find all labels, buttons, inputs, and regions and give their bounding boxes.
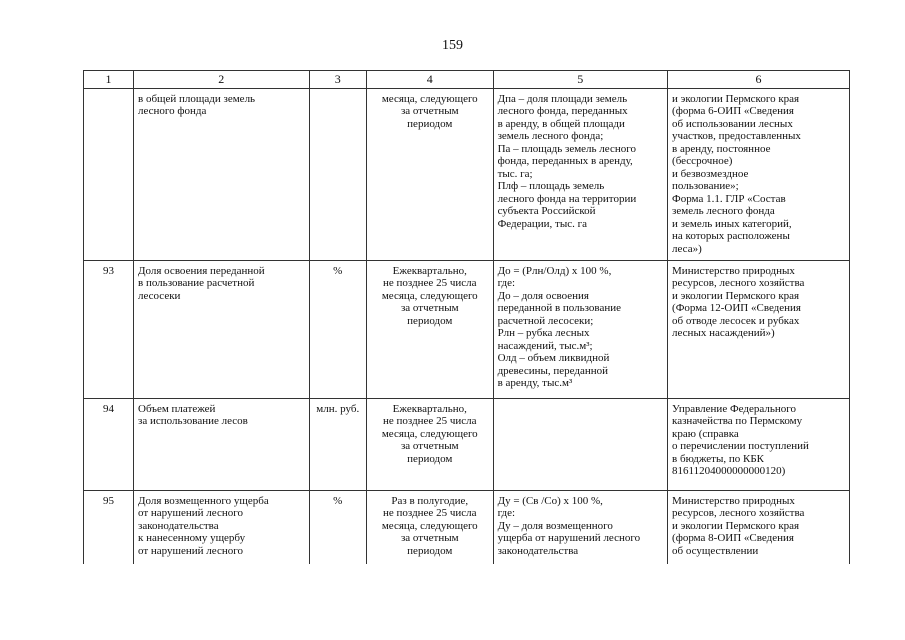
unit: млн. руб. xyxy=(309,398,366,490)
indicator-name: Объем платежей за использование лесов xyxy=(134,398,310,490)
column-number-row xyxy=(84,71,850,89)
formula: Дпа – доля площади земель лесного фонда, переданных в аренду, в общей площади земель лесного фонда; Па – площадь земель лесного фонда, переданных в аренду, тыс. га; Плф – площадь земель лесного фонда на территории субъекта Российской Федерации, тыс. га xyxy=(493,88,667,260)
column-header: 6 xyxy=(668,71,850,89)
row-number: 94 xyxy=(84,398,134,490)
column-header: 3 xyxy=(309,71,366,89)
formula: До = (Рлн/Олд) х 100 %, где: До – доля освоения переданной в пользование расчетной лесосеки; Рлн – рубка лесных насаждений, тыс.м³; Олд – объем ликвидной древесины, переданной в аренду, тыс.м³ xyxy=(493,260,667,398)
column-header: 2 xyxy=(134,71,310,89)
unit xyxy=(309,88,366,260)
row-number: 93 xyxy=(84,260,134,398)
column-header: 4 xyxy=(366,71,493,89)
periodicity: Раз в полугодие, не позднее 25 числа месяца, следующего за отчетным периодом xyxy=(366,490,493,564)
unit: % xyxy=(309,260,366,398)
table-row xyxy=(84,398,850,490)
data-source: Управление Федерального казначейства по Пермскому краю (справка о перечислении поступлений в бюджеты, по КБК 81611204000000000120) xyxy=(668,398,850,490)
indicators-table xyxy=(83,70,850,564)
formula: Ду = (Св /Со) х 100 %, где: Ду – доля возмещенного ущерба от нарушений лесного законодательства xyxy=(493,490,667,564)
row-number: 95 xyxy=(84,490,134,564)
table-row xyxy=(84,260,850,398)
periodicity: Ежеквартально, не позднее 25 числа месяца, следующего за отчетным периодом xyxy=(366,260,493,398)
data-source: Министерство природных ресурсов, лесного хозяйства и экологии Пермского края (Форма 12-ОИП «Сведения об отводе лесосек и рубках лесных насаждений») xyxy=(668,260,850,398)
row-number xyxy=(84,88,134,260)
periodicity: месяца, следующего за отчетным периодом xyxy=(366,88,493,260)
table-row xyxy=(84,490,850,564)
indicator-name: Доля возмещенного ущерба от нарушений лесного законодательства к нанесенному ущербу от нарушений лесного xyxy=(134,490,310,564)
formula xyxy=(493,398,667,490)
data-source: Министерство природных ресурсов, лесного хозяйства и экологии Пермского края (форма 8-ОИП «Сведения об осуществлении xyxy=(668,490,850,564)
indicator-name: Доля освоения переданной в пользование расчетной лесосеки xyxy=(134,260,310,398)
periodicity: Ежеквартально, не позднее 25 числа месяца, следующего за отчетным периодом xyxy=(366,398,493,490)
column-header: 1 xyxy=(84,71,134,89)
data-source: и экологии Пермского края (форма 6-ОИП «Сведения об использовании лесных участков, предоставленных в аренду, постоянное (бессрочное) и безвозмездное пользование»; Форма 1.1. ГЛР «Состав земель лесного фонда и земель иных категорий, на которых расположены леса») xyxy=(668,88,850,260)
unit: % xyxy=(309,490,366,564)
indicator-name: в общей площади земель лесного фонда xyxy=(134,88,310,260)
page-number: 159 xyxy=(442,38,463,53)
table-row xyxy=(84,88,850,260)
column-header: 5 xyxy=(493,71,667,89)
